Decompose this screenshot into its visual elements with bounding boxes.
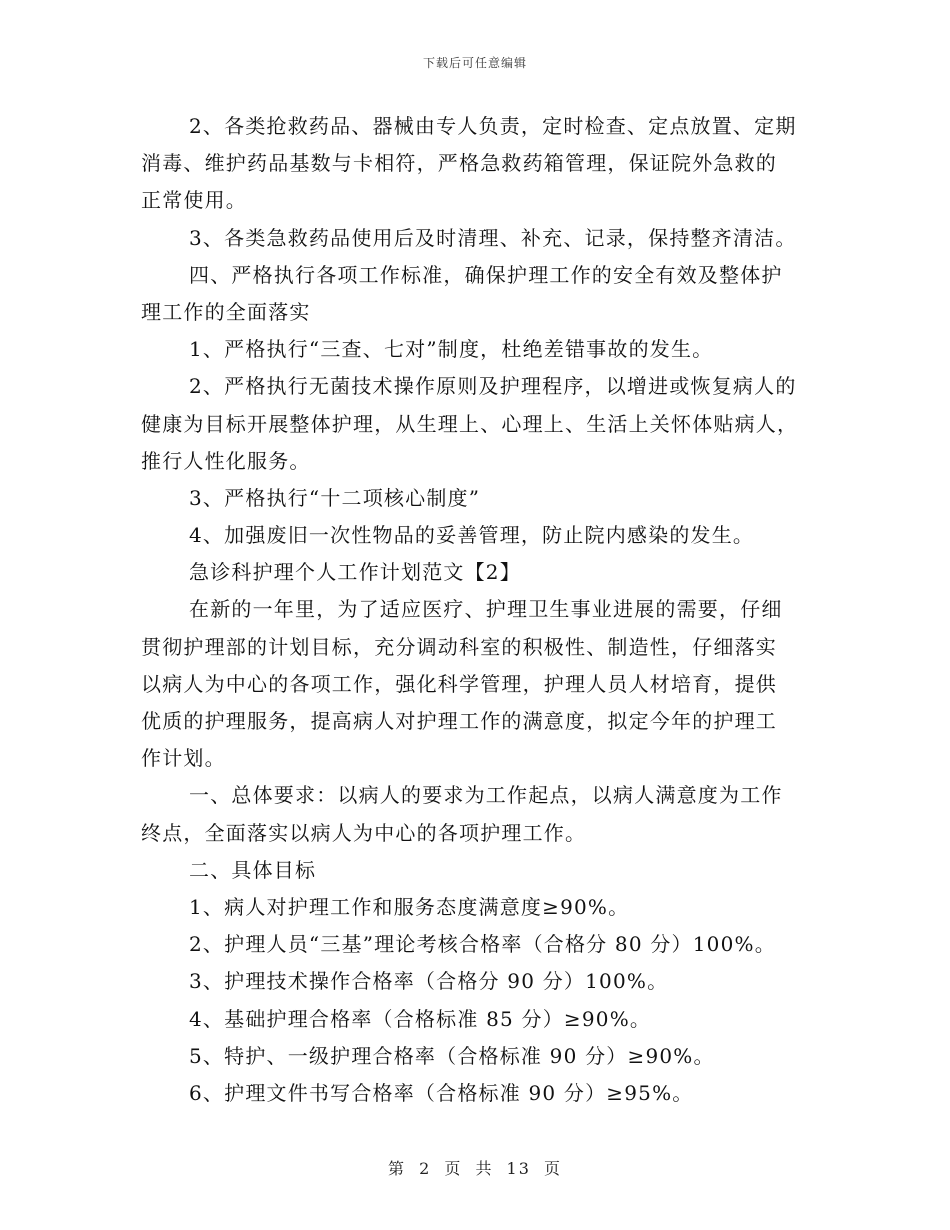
text-line: 以病人为中心的各项工作，强化科学管理，护理人员人材培育，提供 bbox=[141, 671, 777, 696]
text-line: 4、加强废旧一次性物品的妥善管理，防止院内感染的发生。 bbox=[189, 523, 755, 548]
text-line: 3、严格执行“十二项核心制度” bbox=[189, 485, 481, 510]
text-line: 优质的护理服务，提高病人对护理工作的满意度，拟定今年的护理工 bbox=[141, 709, 777, 733]
text-line: 1、严格执行“三查、七对”制度，杜绝差错事故的发生。 bbox=[189, 337, 714, 362]
text-line: 在新的一年里，为了适应医疗、护理卫生事业进展的需要，仔细 bbox=[189, 597, 783, 622]
document-body bbox=[141, 108, 811, 1112]
text-line: 3、各类急救药品使用后及时清理、补充、记录，保持整齐清洁。 bbox=[189, 225, 797, 250]
text-line: 作计划。 bbox=[141, 746, 226, 771]
text-line: 健康为目标开展整体护理，从生理上、心理上、生活上关怀体贴病人， bbox=[141, 411, 799, 436]
list-item: 5、特护、一级护理合格率（合格标准 90 分）≥90%。 bbox=[189, 1043, 715, 1068]
article-title: 急诊科护理个人工作计划范文【2】 bbox=[189, 560, 521, 585]
text-line: 推行人性化服务。 bbox=[141, 448, 311, 473]
text-line: 正常使用。 bbox=[141, 188, 247, 213]
text-line: 2、严格执行无菌技术操作原则及护理程序，以增进或恢复病人的 bbox=[189, 374, 797, 399]
section-heading: 二、具体目标 bbox=[189, 857, 317, 882]
list-item: 2、护理人员“三基”理论考核合格率（合格分 80 分）100%。 bbox=[189, 932, 776, 957]
list-item: 1、病人对护理工作和服务态度满意度≥90%。 bbox=[189, 894, 630, 919]
text-line: 2、各类抢救药品、器械由专人负责，定时检查、定点放置、定期 bbox=[189, 114, 797, 138]
list-item: 6、护理文件书写合格率（合格标准 90 分）≥95%。 bbox=[189, 1080, 694, 1105]
section-heading: 一、总体要求：以病人的要求为工作起点，以病人满意度为工作 bbox=[189, 783, 783, 808]
text-line: 消毒、维护药品基数与卡相符，严格急救药箱管理，保证院外急救的 bbox=[141, 151, 777, 176]
list-item: 4、基础护理合格率（合格标准 85 分）≥90%。 bbox=[189, 1006, 652, 1031]
page-header: 下载后可任意编辑 bbox=[422, 56, 527, 70]
section-heading: 四、严格执行各项工作标准，确保护理工作的安全有效及整体护 bbox=[189, 262, 783, 287]
list-item: 3、护理技术操作合格率（合格分 90 分）100%。 bbox=[189, 969, 669, 994]
page-number: 第 2 页 共 13 页 bbox=[388, 1159, 562, 1178]
text-line: 终点，全面落实以病人为中心的各项护理工作。 bbox=[141, 820, 587, 845]
section-heading-continued: 理工作的全面落实 bbox=[141, 299, 311, 324]
text-line: 贯彻护理部的计划目标，充分调动科室的积极性、制造性，仔细落实 bbox=[141, 634, 777, 659]
